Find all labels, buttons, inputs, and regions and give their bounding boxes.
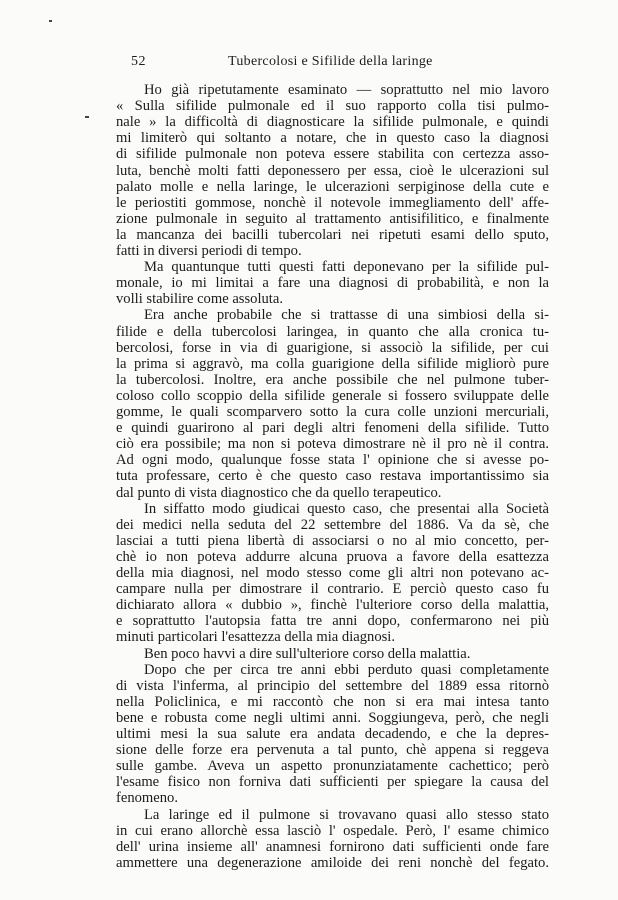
- page-number: 52: [131, 54, 146, 69]
- text-line: tuta professare, certo è che questo caso restava importantissimo sia: [116, 468, 549, 485]
- text-line: fatti in diversi periodi di tempo.: [116, 243, 302, 259]
- text-line: In siffatto modo giudicai questo caso, che presentai alla Società: [144, 500, 549, 517]
- text-line: « Sulla sifilide pulmonale ed il suo rapporto colla tisi pulmo-: [116, 98, 549, 115]
- text-line: Ho già ripetutamente esaminato — soprattutto nel mio lavoro: [144, 82, 549, 98]
- text-line: in cui erano allorchè essa lasciò l' ospedale. Però, l' esame chimico: [116, 822, 549, 839]
- text-line: mi limiterò qui soltanto a notare, che in questo caso la diagnosi: [116, 130, 549, 147]
- text-line: le periostiti gommose, nonchè il notevole immegliamento dell' affe-: [116, 194, 549, 211]
- text-line: volli stabilire come assoluta.: [116, 291, 283, 308]
- text-line: filide e della tubercolosi laringea, in quanto che alla cronica tu-: [116, 323, 549, 340]
- text-line: gomme, le quali scomparvero sotto la cura colle unzioni mercuriali,: [116, 404, 549, 420]
- text-line: dal punto di vista diagnostico che da quello terapeutico.: [116, 484, 442, 501]
- text-line: e soprattutto l'autopsia fatta tre anni dopo, confermarono nei più: [116, 613, 549, 630]
- text-line: dichiarato allora « dubbio », finchè l'ulteriore corso della malattia,: [116, 597, 549, 614]
- text-line: Ben poco havvi a dire sull'ulteriore corso della malattia.: [144, 645, 471, 662]
- text-line: sione delle forze era pervenuta a tal punto, chè appena si reggeva: [116, 742, 549, 759]
- text-line: lasciai a tutti piena libertà di associarsi o no al mio concetto, per-: [116, 532, 549, 549]
- text-line: Ma quantunque tutti questi fatti deponevano per la sifilide pul-: [144, 259, 549, 276]
- text-line: di sifilide pulmonale non poteva essere stabilita con certezza asso-: [116, 146, 549, 163]
- text-line: fenomeno.: [116, 790, 179, 807]
- text-line: la mancanza dei bacilli tubercolari nei ripetuti esami dello sputo,: [116, 226, 549, 243]
- text-line: ammettere una degenerazione amiloide dei reni nonchè del fegato.: [116, 854, 549, 871]
- text-line: bercolosi, forse in via di guarigione, si associò la sifilide, per cui: [116, 339, 549, 356]
- text-line: e quindi guarirono al pari degli altri fenomeni della sifilide. Tutto: [116, 420, 549, 437]
- text-line: palato molle e nella laringe, le ulcerazioni serpiginose della cute e: [116, 178, 549, 195]
- text-line: la tubercolosi. Inoltre, era anche possibile che nel pulmone tuber-: [116, 371, 549, 388]
- margin-speck: [85, 116, 89, 118]
- margin-speck: [49, 20, 52, 22]
- text-line: di vista l'inferma, al principio del settembre del 1889 essa ritornò: [116, 677, 549, 694]
- text-line: monale, io mi limitai a fare una diagnosi di probabilità, e non la: [116, 275, 549, 292]
- text-line: coloso collo scoppio della sifilide generale si fossero sviluppate delle: [116, 387, 549, 404]
- text-line: ultimi mesi la sua salute era andata decadendo, e che la depres-: [116, 726, 549, 742]
- text-line: nale » la difficoltà di diagnosticare la sifilide pulmonale, e quindi: [116, 114, 549, 131]
- text-line: zione pulmonale in seguito al trattamento antisifilitico, e finalmente: [116, 210, 549, 227]
- text-line: Era anche probabile che si trattasse di una simbiosi della si-: [144, 307, 549, 324]
- text-line: chè io non poteva addurre alcuna pruova a favore della esattezza: [116, 548, 549, 565]
- text-line: nella Policlinica, e mi raccontò che non si era mai intesa tanto: [116, 693, 549, 710]
- text-line: la prima si aggravò, ma colla guarigione della sifilide migliorò pure: [116, 355, 549, 372]
- text-line: ciò era possibile; ma non si poteva dimostrare nè il pro nè il contra.: [116, 436, 549, 453]
- text-line: La laringe ed il pulmone si trovavano quasi allo stesso stato: [144, 806, 549, 823]
- text-line: sulle gambe. Aveva un aspetto pronunziatamente cachettico; però: [116, 758, 549, 775]
- text-line: bene e robusta come negli ultimi anni. Soggiungeva, però, che negli: [116, 709, 549, 726]
- text-line: minuti particolari l'esattezza della mia diagnosi.: [116, 629, 395, 646]
- text-line: Dopo che per circa tre anni ebbi perduto quasi completamente: [144, 661, 549, 678]
- text-line: luta, benchè molti fatti deponessero per essa, cioè le ulcerazioni sul: [116, 162, 549, 179]
- text-line: della mia diagnosi, nel modo stesso come gli altri non potevano ac-: [116, 565, 549, 581]
- text-line: dell' urina insieme all' anamnesi fornirono dati sufficienti onde fare: [116, 838, 549, 855]
- text-line: l'esame fisico non forniva dati sufficienti per spiegare la causa del: [116, 774, 549, 791]
- page-header: [0, 46, 618, 70]
- text-line: Ad ogni modo, qualunque fosse stata l' opinione che si avesse po-: [116, 452, 549, 469]
- text-line: campare nulla per dimostrare il contrario. E perciò questo caso fu: [116, 581, 549, 598]
- running-title: Tubercolosi e Sifilide della laringe: [228, 54, 433, 69]
- text-line: dei medici nella seduta del 22 settembre del 1886. Va da sè, che: [116, 516, 549, 533]
